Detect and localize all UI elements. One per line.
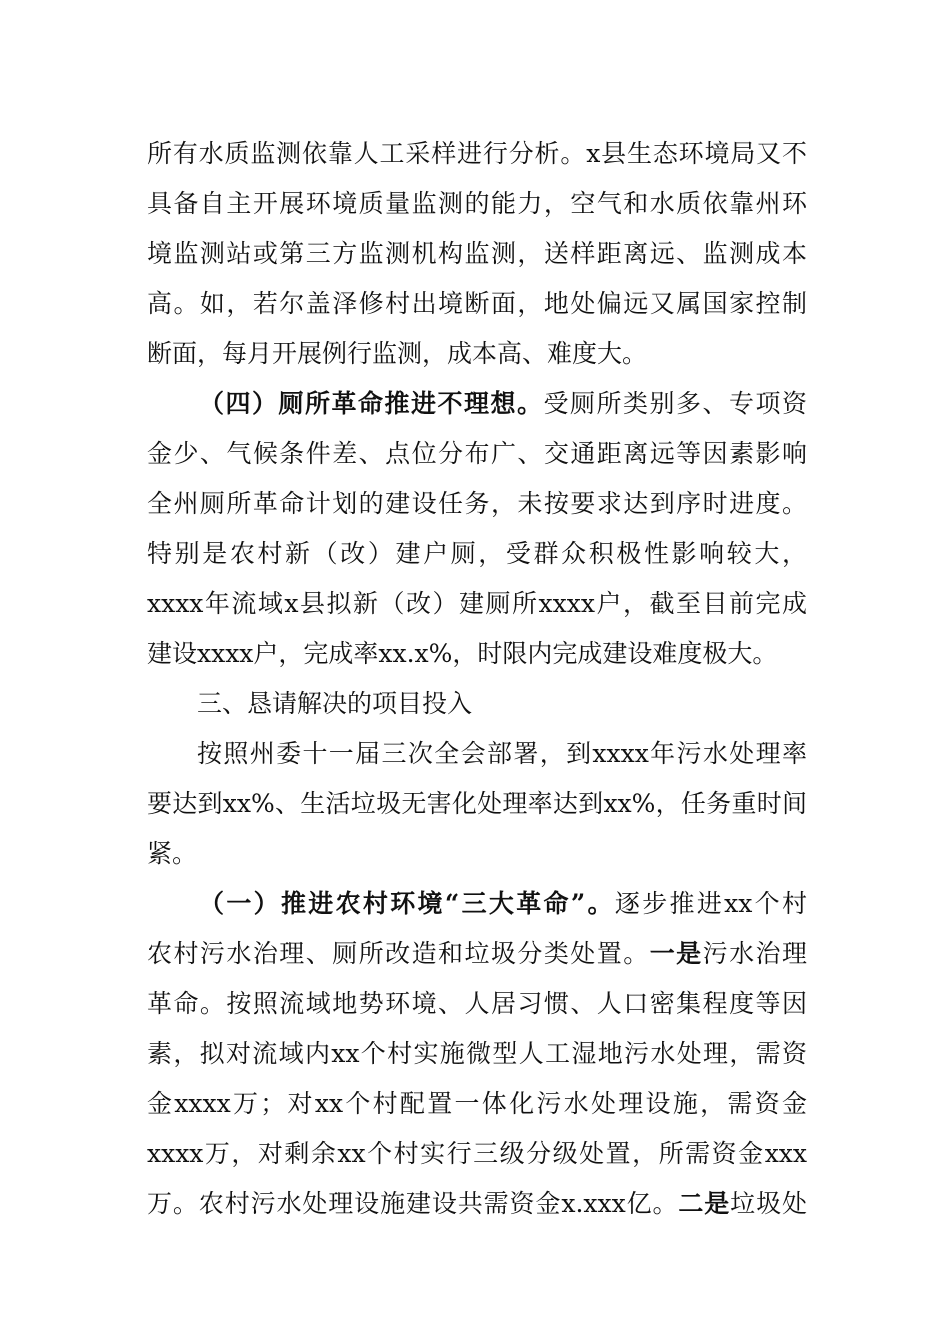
paragraph-line	[147, 438, 807, 470]
paragraph-line	[147, 338, 807, 370]
paragraph-line	[147, 288, 807, 320]
paragraph-line	[197, 738, 807, 770]
text-run: 建设xxxx户，完成率xx.x%，时限内完成建设难度极大。	[147, 639, 778, 668]
text-run: 高。如，若尔盖泽修村出境断面，地处偏远又属国家控制	[147, 289, 807, 318]
text-run: 全州厕所革命计划的建设任务，未按要求达到序时进度。	[147, 489, 807, 518]
text-run: 断面，每月开展例行监测，成本高、难度大。	[147, 339, 648, 368]
section-heading-1: （一）推进农村环境“三大革命”。	[199, 889, 615, 918]
text-run: 受厕所类别多、专项资	[543, 389, 807, 418]
text-run: 万。农村污水处理设施建设共需资金x.xxx亿。	[147, 1189, 679, 1218]
text-run: xxxx万，对剩余xx个村实行三级分级处置，所需资金xxx	[147, 1139, 807, 1168]
heading-text: 三、恳请解决的项目投入	[197, 689, 473, 718]
text-run: 逐步推进xx个村	[614, 889, 807, 918]
text-run: 污水治理	[702, 939, 807, 968]
text-run: xxxx年流域x县拟新（改）建厕所xxxx户，截至目前完成	[147, 589, 807, 618]
paragraph-line	[147, 238, 807, 270]
paragraph-line	[147, 1188, 807, 1220]
bold-marker: 二是	[678, 1189, 731, 1218]
text-run: 金xxxx万；对xx个村配置一体化污水处理设施，需资金	[147, 1089, 807, 1118]
paragraph-line	[147, 588, 807, 620]
paragraph-line	[147, 988, 807, 1020]
paragraph-line	[147, 138, 807, 170]
paragraph-line	[147, 1088, 807, 1120]
text-run: 农村污水治理、厕所改造和垃圾分类处置。	[147, 939, 650, 968]
text-run: 紧。	[147, 839, 198, 868]
text-run: 金少、气候条件差、点位分布广、交通距离远等因素影响	[147, 439, 807, 468]
paragraph-line	[147, 1038, 807, 1070]
text-run: 素，拟对流域内xx个村实施微型人工湿地污水处理，需资	[147, 1039, 807, 1068]
paragraph-line	[147, 1138, 807, 1170]
text-run: 境监测站或第三方监测机构监测，送样距离远、监测成本	[147, 239, 807, 268]
text-run: 所有水质监测依靠人工采样进行分析。x县生态环境局又不	[147, 139, 807, 168]
paragraph-line	[147, 838, 807, 870]
text-run: 具备自主开展环境质量监测的能力，空气和水质依靠州环	[147, 189, 807, 218]
paragraph-line	[147, 638, 807, 670]
section-heading-3	[197, 688, 807, 720]
paragraph-line	[147, 538, 807, 570]
paragraph-line	[199, 388, 807, 420]
bold-marker: 一是	[649, 939, 703, 968]
paragraph-line	[147, 938, 807, 970]
paragraph-line	[147, 188, 807, 220]
text-run: 特别是农村新（改）建户厕，受群众积极性影响较大，	[147, 539, 807, 568]
paragraph-line	[147, 788, 807, 820]
paragraph-line	[147, 488, 807, 520]
text-run: 革命。按照流域地势环境、人居习惯、人口密集程度等因	[147, 989, 807, 1018]
text-run: 要达到xx%、生活垃圾无害化处理率达到xx%，任务重时间	[147, 789, 807, 818]
text-run: 垃圾处	[730, 1189, 807, 1218]
text-run: 按照州委十一届三次全会部署，到xxxx年污水处理率	[197, 739, 807, 768]
paragraph-line	[199, 888, 807, 920]
section-heading-4: （四）厕所革命推进不理想。	[199, 389, 544, 418]
